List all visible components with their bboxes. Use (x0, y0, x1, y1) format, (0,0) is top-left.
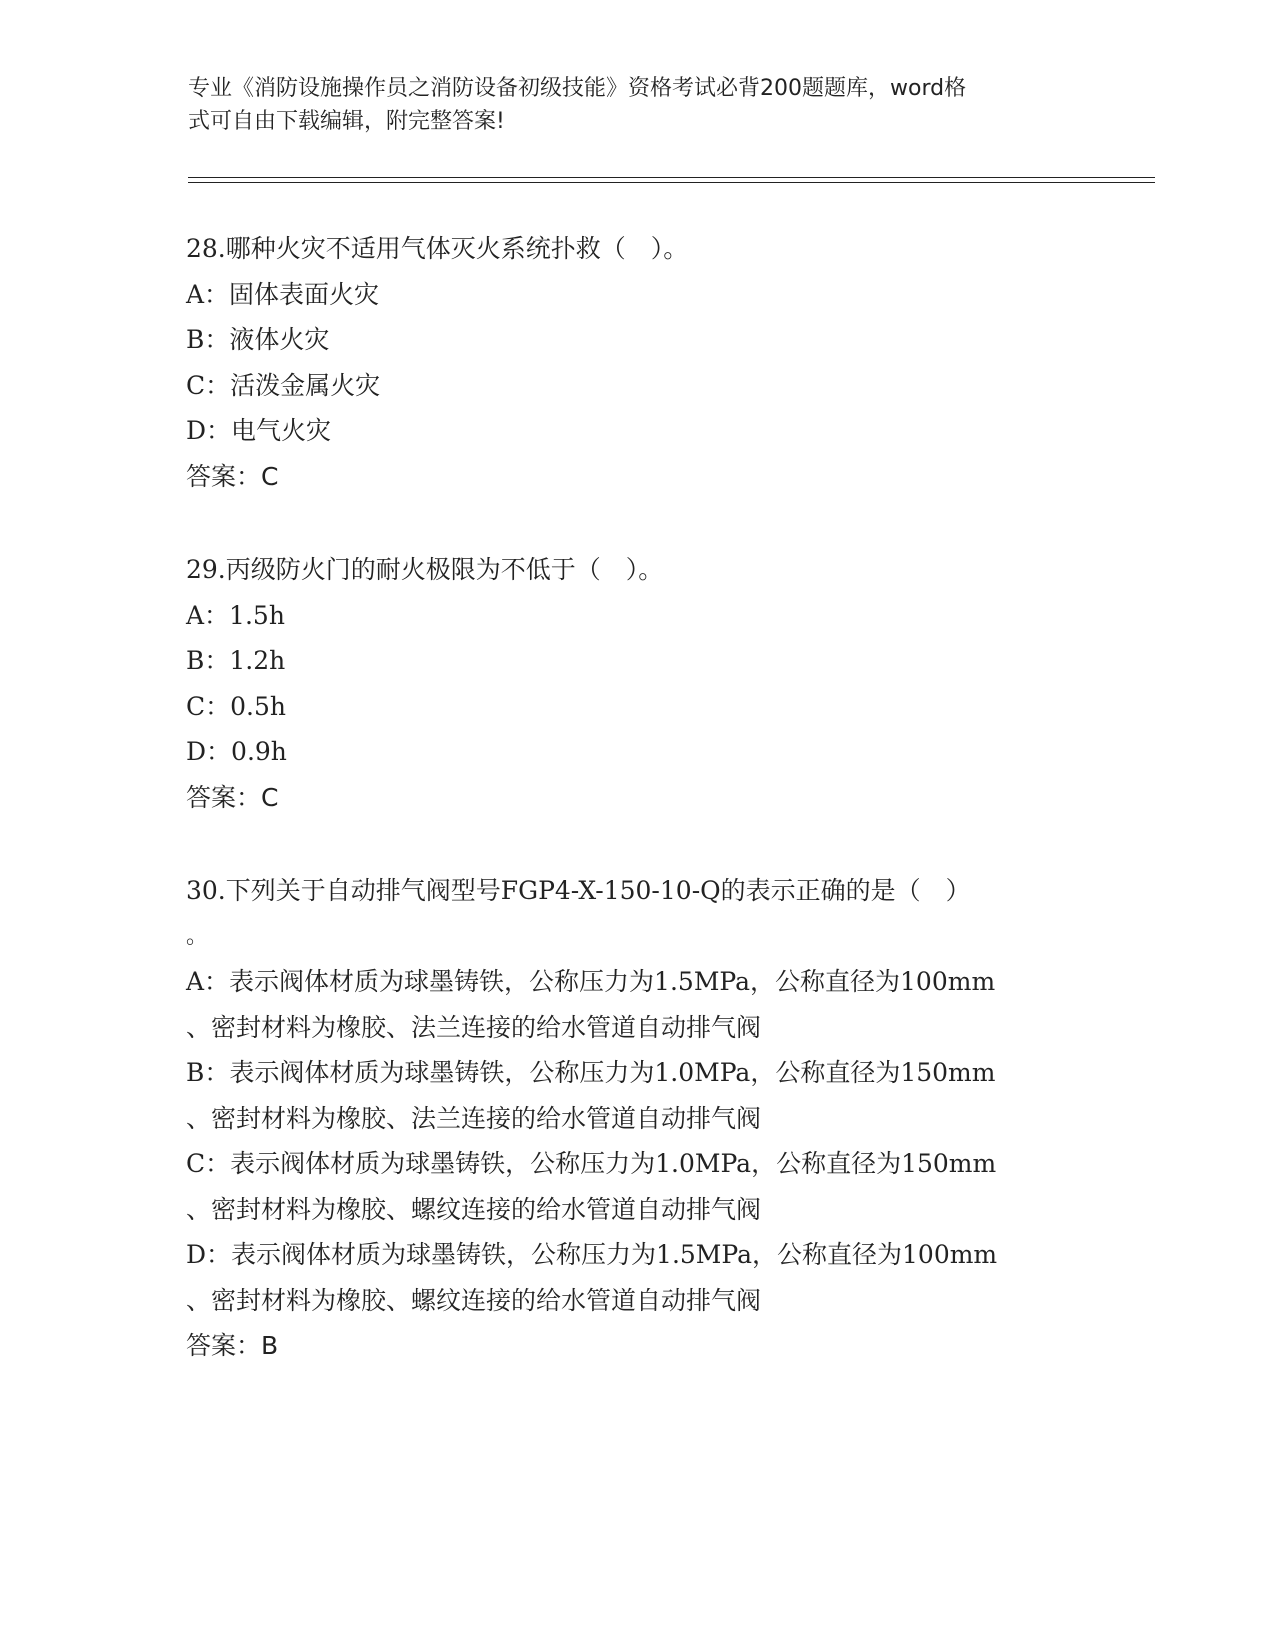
question-stem: 28.哪种火灾不适用气体灭火系统扑救（ ）。 (186, 234, 689, 263)
answer: 答案：C (186, 461, 279, 491)
header-line-1: 专业《消防设施操作员之消防设备初级技能》资格考试必背200题题库，word格 (188, 76, 967, 101)
option-a-line-2: 、密封材料为橡胶、法兰连接的给水管道自动排气阀 (186, 1012, 762, 1042)
option-d-line-1: D：表示阀体材质为球墨铸铁，公称压力为1.5MPa，公称直径为100mm (186, 1240, 998, 1269)
question-stem-line-2: 。 (186, 923, 209, 949)
option-a-line-1: A：表示阀体材质为球墨铸铁，公称压力为1.5MPa，公称直径为100mm (186, 967, 996, 996)
question-stem: 29.丙级防火门的耐火极限为不低于（ ）。 (186, 555, 664, 584)
question-28 (186, 226, 1086, 499)
option-c-line-1: C：表示阀体材质为球墨铸铁，公称压力为1.0MPa，公称直径为150mm (186, 1149, 997, 1178)
option-a: A：固体表面火灾 (186, 279, 380, 309)
option-a: A：1.5h (186, 600, 285, 630)
option-c: C：0.5h (186, 691, 286, 721)
question-30 (186, 868, 1086, 1369)
option-c-line-2: 、密封材料为橡胶、螺纹连接的给水管道自动排气阀 (186, 1194, 762, 1224)
document-header (188, 72, 1078, 138)
answer: 答案：C (186, 782, 279, 812)
question-29 (186, 547, 1086, 820)
option-d-line-2: 、密封材料为橡胶、螺纹连接的给水管道自动排气阀 (186, 1285, 762, 1315)
option-b-line-2: 、密封材料为橡胶、法兰连接的给水管道自动排气阀 (186, 1103, 762, 1133)
option-d: D：0.9h (186, 737, 287, 766)
answer: 答案：B (186, 1331, 279, 1360)
header-line-2: 式可自由下载编辑，附完整答案! (188, 109, 505, 134)
question-stem-line-1: 30.下列关于自动排气阀型号FGP4-X-150-10-Q的表示正确的是（ ） (186, 876, 971, 905)
option-b: B：液体火灾 (186, 325, 330, 354)
option-b: B：1.2h (186, 646, 286, 675)
option-c: C：活泼金属火灾 (186, 370, 381, 400)
header-divider-bottom (188, 182, 1155, 183)
option-b-line-1: B：表示阀体材质为球墨铸铁，公称压力为1.0MPa，公称直径为150mm (186, 1058, 996, 1087)
option-d: D：电气火灾 (186, 416, 332, 445)
header-divider-top (188, 177, 1155, 178)
